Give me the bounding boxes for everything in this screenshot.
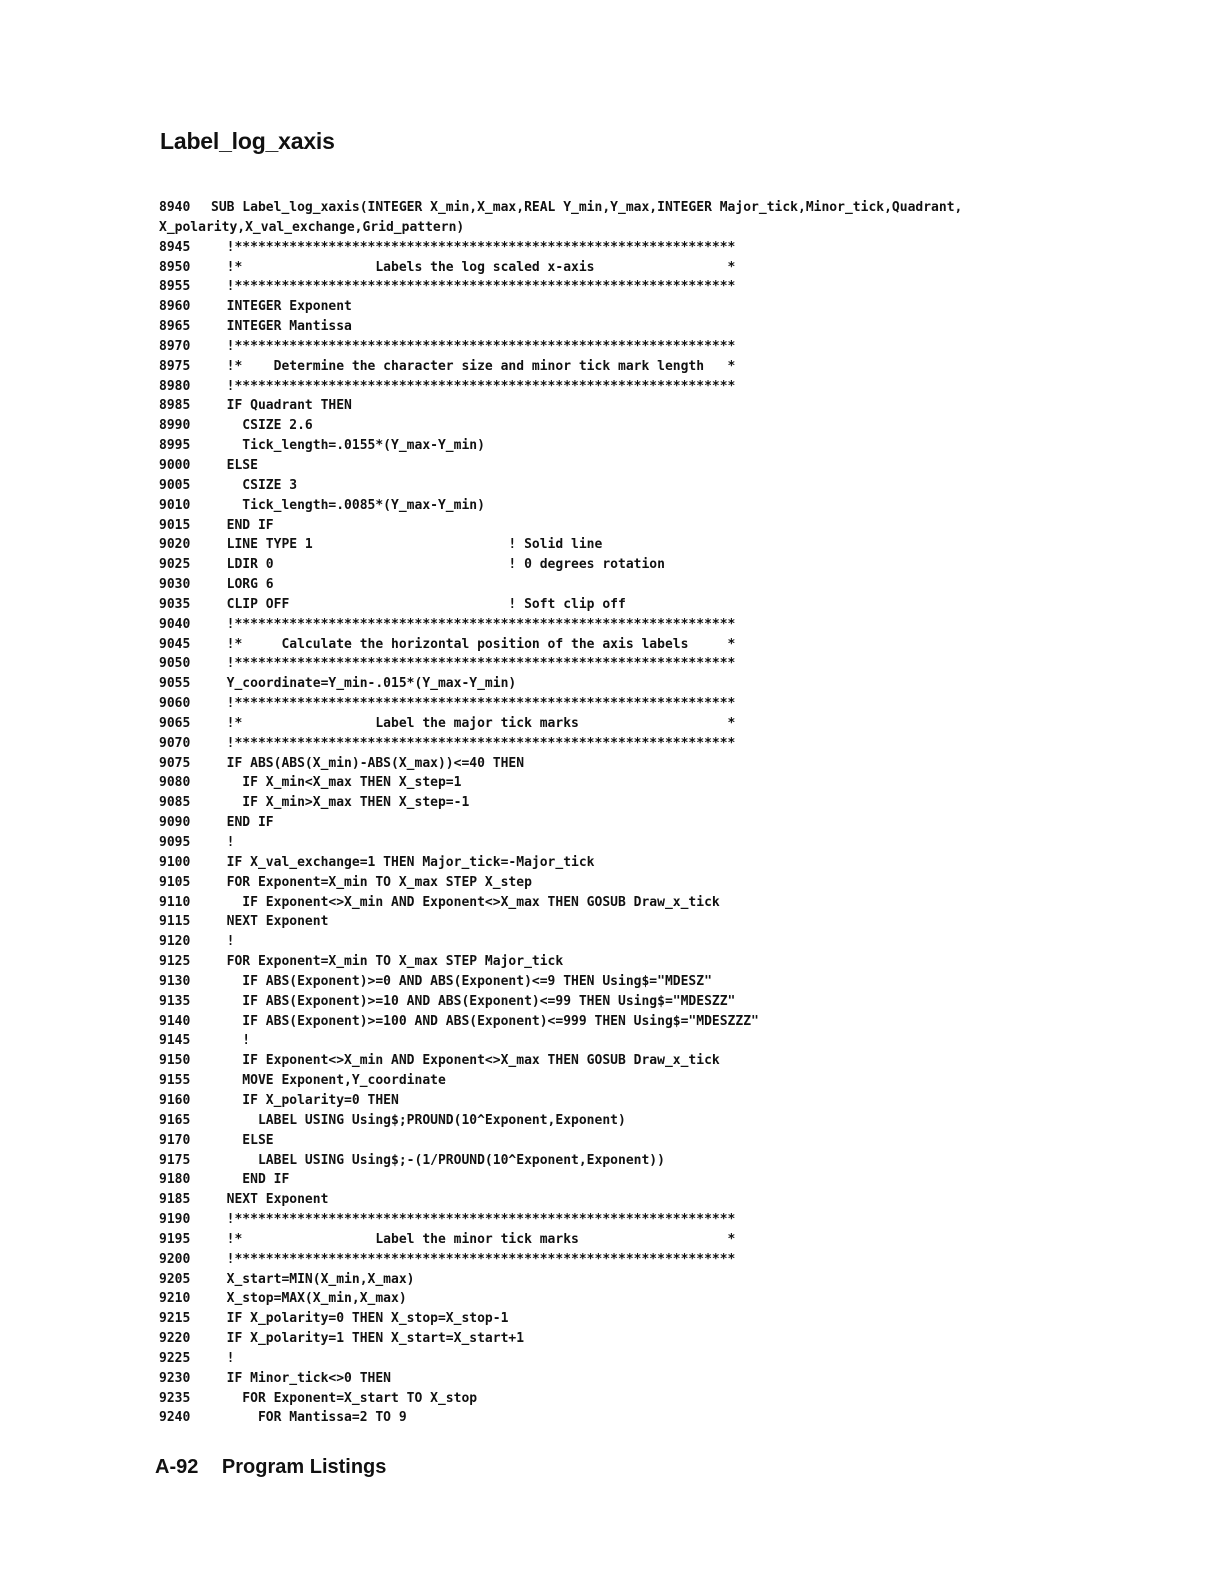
line-code: LORG 6 — [211, 577, 274, 593]
line-code: !**************************************************************** — [211, 1212, 736, 1228]
line-number: 9110 — [159, 894, 191, 910]
code-line — [159, 1170, 1059, 1190]
code-line — [159, 456, 1059, 476]
line-code: Tick_length=.0155*(Y_max-Y_min) — [211, 438, 485, 454]
code-line — [159, 277, 1059, 297]
line-number: 9220 — [159, 1331, 191, 1347]
code-line — [159, 992, 1059, 1012]
line-code: LINE TYPE 1 ! Solid line — [211, 537, 603, 553]
line-number: 9080 — [159, 775, 191, 791]
line-number: 8980 — [159, 378, 191, 394]
code-line — [159, 1210, 1059, 1230]
line-number: 9050 — [159, 656, 191, 672]
line-code: !**************************************************************** — [211, 1251, 736, 1267]
section-title: Label_log_xaxis — [160, 128, 335, 154]
line-code: END IF — [211, 517, 274, 533]
code-line — [159, 218, 1059, 238]
line-code: IF Quadrant THEN — [211, 398, 352, 414]
code-line — [159, 1230, 1059, 1250]
code-line — [159, 1349, 1059, 1369]
line-number: 9045 — [159, 636, 191, 652]
line-code: X_polarity,X_val_exchange,Grid_pattern) — [159, 219, 465, 235]
code-line — [159, 813, 1059, 833]
line-number: 9035 — [159, 596, 191, 612]
code-line — [159, 1012, 1059, 1032]
line-code: END IF — [211, 815, 274, 831]
line-code: FOR Exponent=X_min TO X_max STEP X_step — [211, 874, 532, 890]
line-number: 8960 — [159, 299, 191, 315]
line-code: ! — [211, 835, 235, 850]
line-number: 9185 — [159, 1192, 191, 1208]
code-line — [159, 932, 1059, 952]
line-code: X_start=MIN(X_min,X_max) — [211, 1271, 415, 1287]
line-code: !**************************************************************** — [211, 696, 736, 712]
code-line — [159, 674, 1059, 694]
line-number: 9235 — [159, 1390, 191, 1406]
line-code: ELSE — [211, 1132, 274, 1148]
code-line — [159, 258, 1059, 278]
line-number: 9160 — [159, 1092, 191, 1108]
code-line — [159, 1151, 1059, 1171]
line-number: 9100 — [159, 854, 191, 870]
line-code: !**************************************************************** — [211, 616, 736, 632]
code-line — [159, 615, 1059, 635]
line-number: 8990 — [159, 418, 191, 434]
code-line — [159, 714, 1059, 734]
program-listing — [159, 198, 1059, 1428]
code-line — [159, 1091, 1059, 1111]
line-number: 9140 — [159, 1013, 191, 1029]
line-code: ELSE — [211, 457, 258, 473]
code-line — [159, 1329, 1059, 1349]
code-line — [159, 516, 1059, 536]
line-number: 9200 — [159, 1251, 191, 1267]
line-number: 9005 — [159, 477, 191, 493]
line-number: 9095 — [159, 835, 191, 850]
code-line — [159, 238, 1059, 258]
line-number: 9225 — [159, 1350, 191, 1366]
line-code: !* Label the major tick marks * — [211, 715, 736, 731]
line-code: CSIZE 2.6 — [211, 418, 313, 434]
line-code: FOR Exponent=X_min TO X_max STEP Major_tick — [211, 954, 564, 970]
line-number: 9240 — [159, 1410, 191, 1426]
code-line — [159, 952, 1059, 972]
line-code: ! — [211, 1033, 251, 1049]
line-code: !**************************************************************** — [211, 735, 736, 751]
code-line — [159, 873, 1059, 893]
line-code: !* Calculate the horizontal position of the axis labels * — [211, 636, 736, 652]
line-code: !* Determine the character size and minor tick mark length * — [211, 358, 736, 374]
code-line — [159, 1408, 1059, 1428]
code-line — [159, 1250, 1059, 1270]
line-number: 9090 — [159, 815, 191, 831]
line-number: 9065 — [159, 715, 191, 731]
line-code: !**************************************************************** — [211, 656, 736, 672]
line-code: !* Label the minor tick marks * — [211, 1231, 736, 1247]
line-code: IF X_polarity=0 THEN X_stop=X_stop-1 — [211, 1311, 509, 1327]
code-line — [159, 1111, 1059, 1131]
line-number: 9070 — [159, 735, 191, 751]
line-code: CSIZE 3 — [211, 477, 298, 493]
page-footer — [155, 1456, 386, 1479]
line-code: !* Labels the log scaled x-axis * — [211, 259, 736, 275]
code-line — [159, 1389, 1059, 1409]
line-number: 9180 — [159, 1172, 191, 1188]
line-number: 9150 — [159, 1053, 191, 1069]
code-line — [159, 496, 1059, 516]
line-number: 9030 — [159, 577, 191, 593]
line-number: 8940 — [159, 200, 191, 215]
line-number: 9105 — [159, 874, 191, 890]
code-line — [159, 595, 1059, 615]
line-number: 8945 — [159, 239, 191, 255]
line-number: 9125 — [159, 954, 191, 970]
code-line — [159, 1051, 1059, 1071]
line-number: 9015 — [159, 517, 191, 533]
code-line — [159, 297, 1059, 317]
code-line — [159, 912, 1059, 932]
code-line — [159, 1309, 1059, 1329]
line-number: 9230 — [159, 1370, 191, 1386]
line-number: 8985 — [159, 398, 191, 414]
code-line — [159, 654, 1059, 674]
line-code: FOR Exponent=X_start TO X_stop — [211, 1390, 478, 1406]
code-line — [159, 436, 1059, 456]
line-code: LABEL USING Using$;-(1/PROUND(10^Exponent,Exponent)) — [211, 1152, 665, 1168]
line-number: 9135 — [159, 993, 191, 1009]
line-number: 9120 — [159, 934, 191, 950]
code-line — [159, 396, 1059, 416]
code-line — [159, 635, 1059, 655]
code-line — [159, 754, 1059, 774]
code-line — [159, 833, 1059, 853]
line-code: X_stop=MAX(X_min,X_max) — [211, 1291, 407, 1307]
line-code: Y_coordinate=Y_min-.015*(Y_max-Y_min) — [211, 676, 517, 692]
code-line — [159, 773, 1059, 793]
line-number: 9195 — [159, 1231, 191, 1247]
line-code: IF Exponent<>X_min AND Exponent<>X_max THEN GOSUB Draw_x_tick — [211, 1053, 720, 1069]
code-line — [159, 793, 1059, 813]
line-number: 9075 — [159, 755, 191, 771]
code-line — [159, 1071, 1059, 1091]
line-code: LDIR 0 ! 0 degrees rotation — [211, 557, 665, 573]
line-code: NEXT Exponent — [211, 1192, 329, 1208]
line-code: !**************************************************************** — [211, 279, 736, 295]
line-number: 9025 — [159, 557, 191, 573]
line-number: 9165 — [159, 1112, 191, 1128]
line-number: 9000 — [159, 457, 191, 473]
line-code: END IF — [211, 1172, 290, 1188]
code-line — [159, 1190, 1059, 1210]
line-number: 8950 — [159, 259, 191, 275]
code-line — [159, 317, 1059, 337]
code-line — [159, 416, 1059, 436]
line-number: 9060 — [159, 696, 191, 712]
line-code: LABEL USING Using$;PROUND(10^Exponent,Exponent) — [211, 1112, 626, 1128]
code-line — [159, 893, 1059, 913]
line-code: IF X_min<X_max THEN X_step=1 — [211, 775, 462, 791]
line-code: IF ABS(Exponent)>=10 AND ABS(Exponent)<=99 THEN Using$="MDESZZ" — [211, 993, 736, 1009]
line-code: CLIP OFF ! Soft clip off — [211, 596, 626, 612]
line-code: SUB Label_log_xaxis(INTEGER X_min,X_max,REAL Y_min,Y_max,INTEGER Major_tick,Minor_tick,Quadrant, — [211, 200, 963, 215]
code-line — [159, 476, 1059, 496]
line-code: IF X_polarity=0 THEN — [211, 1092, 399, 1108]
line-number: 8965 — [159, 319, 191, 335]
line-number: 8970 — [159, 338, 191, 354]
line-code: MOVE Exponent,Y_coordinate — [211, 1073, 446, 1089]
line-number: 8975 — [159, 358, 191, 374]
line-code: FOR Mantissa=2 TO 9 — [211, 1410, 407, 1426]
line-number: 9055 — [159, 676, 191, 692]
line-number: 9155 — [159, 1073, 191, 1089]
line-code: NEXT Exponent — [211, 914, 329, 930]
line-code: IF X_val_exchange=1 THEN Major_tick=-Major_tick — [211, 854, 595, 870]
code-line — [159, 1031, 1059, 1051]
line-code: ! — [211, 934, 235, 950]
line-number: 9210 — [159, 1291, 191, 1307]
line-number: 9020 — [159, 537, 191, 553]
line-number: 9190 — [159, 1212, 191, 1228]
line-number: 9010 — [159, 497, 191, 513]
line-code: ! — [211, 1350, 235, 1366]
line-code: IF X_polarity=1 THEN X_start=X_start+1 — [211, 1331, 525, 1347]
line-code: IF ABS(Exponent)>=100 AND ABS(Exponent)<=999 THEN Using$="MDESZZZ" — [211, 1013, 759, 1029]
line-number: 9205 — [159, 1271, 191, 1287]
code-line — [159, 1270, 1059, 1290]
line-code: IF Minor_tick<>0 THEN — [211, 1370, 392, 1386]
line-code: IF X_min>X_max THEN X_step=-1 — [211, 795, 470, 811]
code-line — [159, 377, 1059, 397]
line-number: 9130 — [159, 973, 191, 989]
line-code: INTEGER Mantissa — [211, 319, 352, 335]
line-code: !**************************************************************** — [211, 239, 736, 255]
line-number: 9040 — [159, 616, 191, 632]
line-code: Tick_length=.0085*(Y_max-Y_min) — [211, 497, 485, 513]
code-line — [159, 972, 1059, 992]
line-number: 9215 — [159, 1311, 191, 1327]
line-number: 8955 — [159, 279, 191, 295]
line-code: IF ABS(Exponent)>=0 AND ABS(Exponent)<=9 THEN Using$="MDESZ" — [211, 973, 712, 989]
code-line — [159, 1289, 1059, 1309]
code-line — [159, 694, 1059, 714]
code-line — [159, 734, 1059, 754]
code-line — [159, 337, 1059, 357]
line-number: 9170 — [159, 1132, 191, 1148]
line-code: IF ABS(ABS(X_min)-ABS(X_max))<=40 THEN — [211, 755, 525, 771]
line-number: 9085 — [159, 795, 191, 811]
page-number: A-92 — [155, 1456, 199, 1478]
line-number: 9115 — [159, 914, 191, 930]
code-line — [159, 535, 1059, 555]
line-code: IF Exponent<>X_min AND Exponent<>X_max THEN GOSUB Draw_x_tick — [211, 894, 720, 910]
line-code: !**************************************************************** — [211, 378, 736, 394]
line-code: !**************************************************************** — [211, 338, 736, 354]
code-line — [159, 1131, 1059, 1151]
code-line — [159, 357, 1059, 377]
footer-section-title: Program Listings — [221, 1456, 387, 1478]
code-line — [159, 1369, 1059, 1389]
line-number: 8995 — [159, 438, 191, 454]
code-line — [159, 198, 1059, 218]
code-line — [159, 555, 1059, 575]
code-line — [159, 853, 1059, 873]
line-number: 9145 — [159, 1033, 191, 1049]
line-code: INTEGER Exponent — [211, 299, 352, 315]
line-number: 9175 — [159, 1152, 191, 1168]
code-line — [159, 575, 1059, 595]
